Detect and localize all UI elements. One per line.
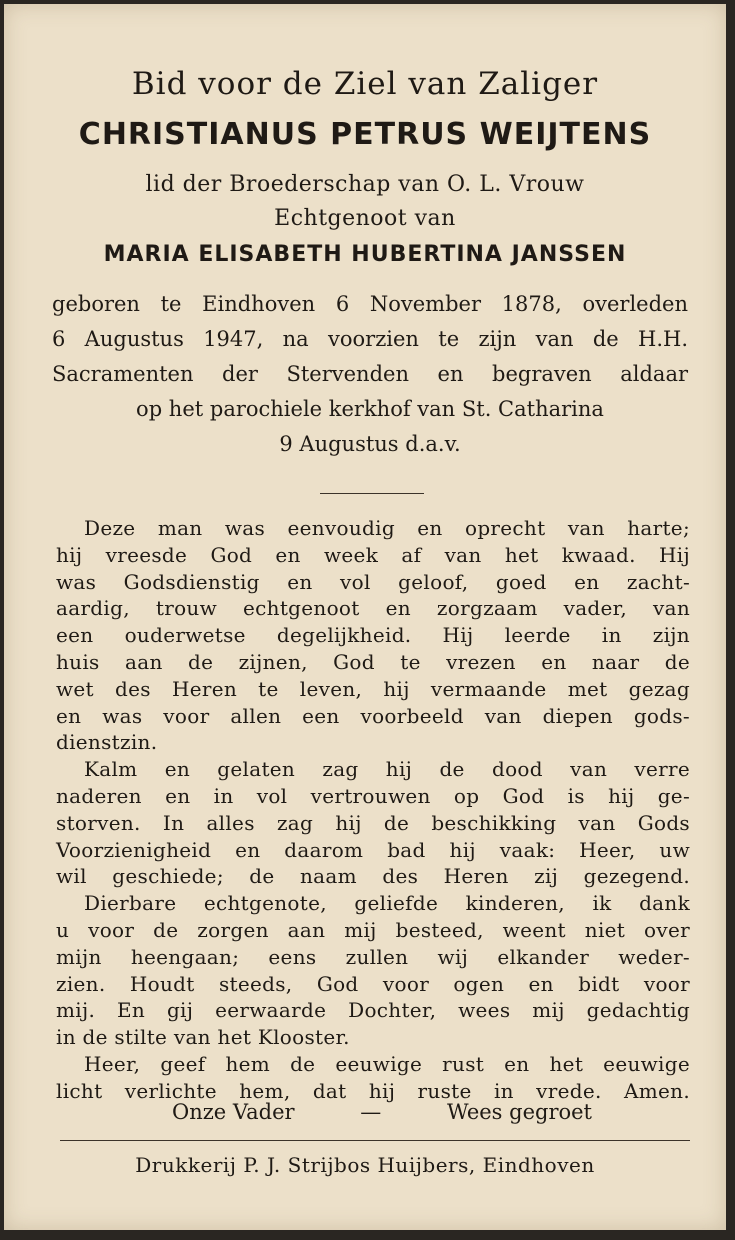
bio-line: op het parochiele kerkhof van St. Catharina [136,397,604,421]
bio-line: geboren te Eindhoven 6 November 1878, overleden [52,292,688,316]
body-line: hij vreesde God en week af van het kwaad. Hij [56,542,690,567]
body-line: storven. In alles zag hij de beschikking van Gods [56,810,690,835]
body-line: wet des Heren te leven, hij vermaande met gezag [56,676,690,701]
bio-line: 9 Augustus d.a.v. [279,432,461,456]
body-line: Heer, geef hem de eeuwige rust en het eeuwige [84,1051,690,1076]
closing-prayers [172,1100,592,1124]
spouse-name: MARIA ELISABETH HUBERTINA JANSSEN [103,242,627,267]
prayer-separator: — [360,1100,382,1124]
prayer-onze-vader: Onze Vader [172,1100,295,1124]
body-line: mijn heengaan; eens zullen wij elkander weder- [56,944,690,969]
body-text [56,515,690,1105]
body-line: aardig, trouw echtgenoot en zorgzaam vader, van [56,596,690,621]
body-line: wil geschiede; de naam des Heren zij gezegend. [56,864,690,889]
invocation-heading: Bid voor de Ziel van Zaliger [131,66,599,102]
short-divider [320,493,424,494]
biography-block [52,287,688,462]
body-line: was Godsdienstig en vol geloof, goed en zacht- [56,569,690,594]
footer-divider [60,1140,690,1141]
body-line: huis aan de zijnen, God te vrezen en naar de [56,649,690,674]
membership-line: lid der Broederschap van O. L. Vrouw [145,172,585,197]
body-line: en was voor allen een voorbeeld van diepen gods- [56,703,690,728]
body-line: zien. Houdt steeds, God voor ogen en bidt voor [56,971,690,996]
printer-credit: Drukkerij P. J. Strijbos Huijbers, Eindhoven [135,1153,595,1177]
body-line: dienstzin. [56,730,158,755]
body-line: een ouderwetse degelijkheid. Hij leerde in zijn [56,623,690,648]
body-line: Kalm en gelaten zag hij de dood van verre [84,757,690,782]
body-line: Dierbare echtgenote, geliefde kinderen, ik dank [84,891,690,916]
body-line: Voorzienigheid en daarom bad hij vaak: Heer, uw [56,837,690,862]
bio-line: Sacramenten der Stervenden en begraven aldaar [52,362,688,386]
body-line: naderen en in vol vertrouwen op God is hij ge- [56,783,690,808]
body-line: u voor de zorgen aan mij besteed, weent niet over [56,917,690,942]
body-line: mij. En gij eerwaarde Dochter, wees mij gedachtig [56,998,690,1023]
deceased-name: CHRISTIANUS PETRUS WEIJTENS [78,117,652,152]
body-line: licht verlichte hem, dat hij ruste in vrede. Amen. [56,1078,690,1103]
body-line: Deze man was eenvoudig en oprecht van harte; [84,516,690,540]
body-line: in de stilte van het Klooster. [56,1025,350,1050]
prayer-wees-gegroet: Wees gegroet [446,1100,592,1124]
memorial-card [4,4,726,1230]
spouse-label: Echtgenoot van [274,206,456,231]
bio-line: 6 Augustus 1947, na voorzien te zijn van de H.H. [52,327,688,351]
